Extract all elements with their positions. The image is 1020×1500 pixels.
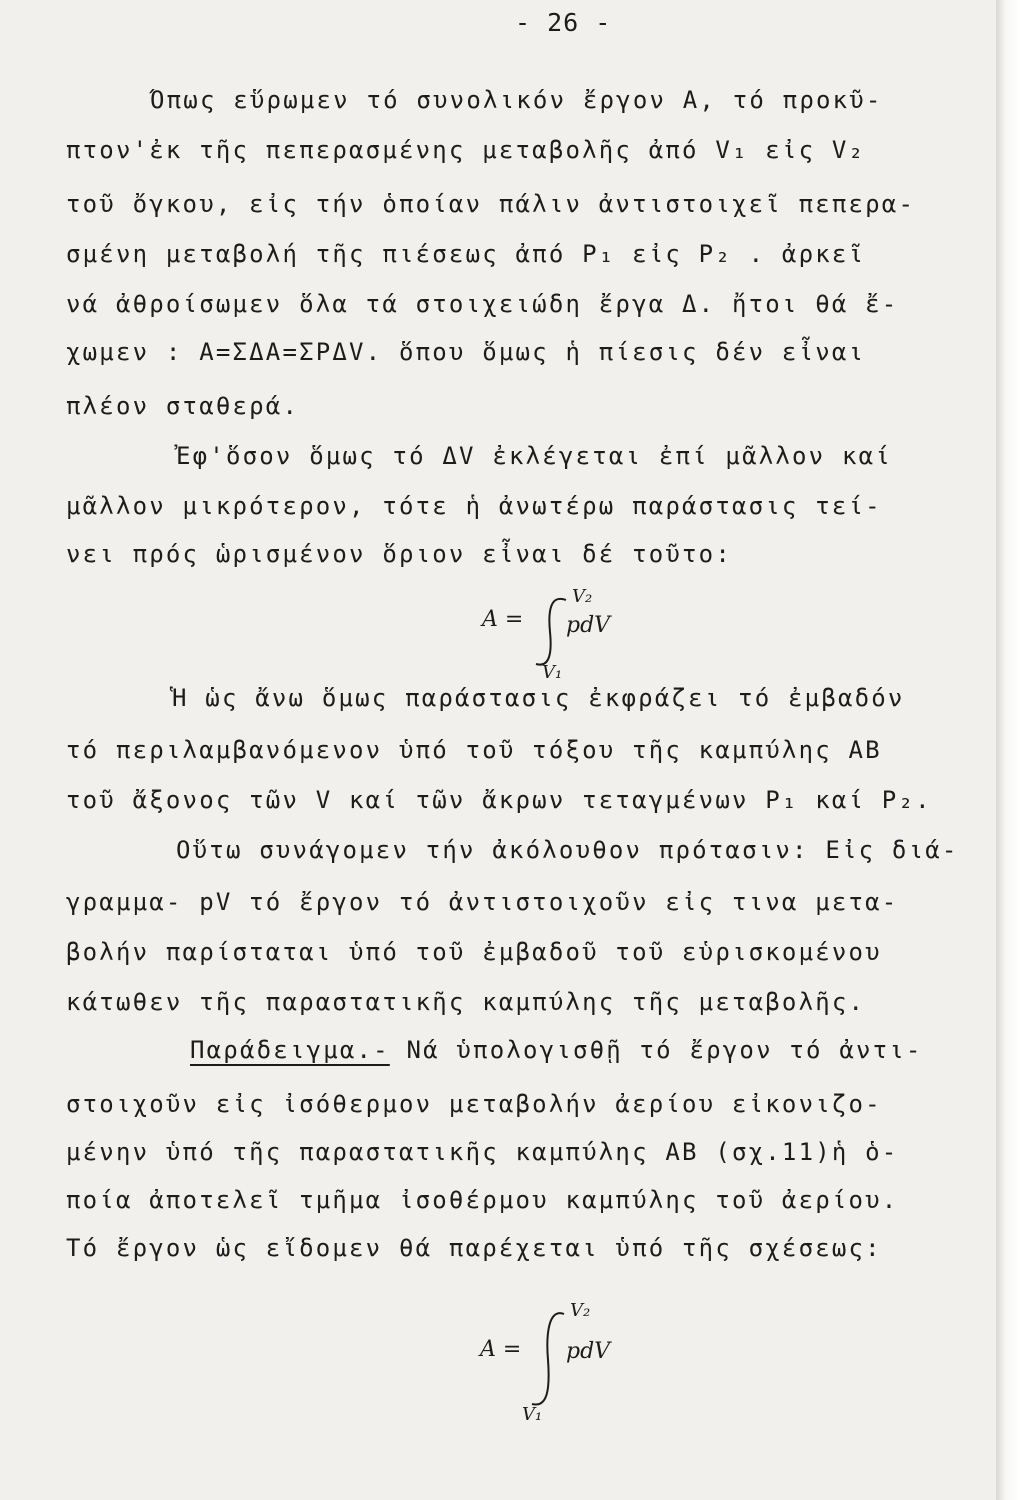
text-line: νει πρός ὡρισμένον ὅριον εἶναι δέ τοῦτο: bbox=[66, 540, 732, 568]
formula-integrand: pdV bbox=[566, 613, 611, 638]
text-line: χωμεν : Α=ΣΔΑ=ΣΡΔV. ὅπου ὅμως ἡ πίεσις δέν εἶναι bbox=[66, 338, 866, 366]
formula-upper-limit: V₂ bbox=[570, 1300, 591, 1321]
formula-lhs: A = bbox=[480, 1337, 522, 1362]
text-line: Οὕτω συνάγομεν τήν ἀκόλουθον πρότασιν: Εἰς διά- bbox=[176, 836, 959, 864]
formula-integrand: pdV bbox=[566, 1339, 611, 1364]
text-line: στοιχοῦν εἰς ἰσόθερμον μεταβολήν ἀερίου εἰκονιζο- bbox=[66, 1090, 882, 1118]
formula-lower-limit: V₁ bbox=[522, 1404, 543, 1425]
example-heading: Παράδειγμα.- bbox=[190, 1036, 390, 1064]
text-line: Όπως εὕρωμεν τό συνολικόν ἔργον Α, τό προκῦ- bbox=[150, 86, 883, 114]
text-line: τοῦ ἄξονος τῶν V καί τῶν ἄκρων τεταγμένων P₁ καί P₂. bbox=[66, 786, 932, 814]
formula-lower-limit: V₁ bbox=[542, 662, 563, 682]
formula-upper-limit: V₂ bbox=[572, 586, 593, 607]
text-line: τό περιλαμβανόμενον ὑπό τοῦ τόξου τῆς καμπύλης ΑΒ bbox=[66, 736, 882, 764]
text-line: Τό ἔργον ὡς εἴδομεν θά παρέχεται ὑπό τῆς σχέσεως: bbox=[66, 1234, 882, 1262]
text-line: Ἐφ'ὅσον ὅμως τό ΔV ἐκλέγεται ἐπί μᾶλλον καί bbox=[176, 442, 892, 470]
text-line: νά ἀθροίσωμεν ὅλα τά στοιχειώδη ἔργα Δ. ἤτοι θά ἔ- bbox=[66, 290, 899, 318]
integral-sign-icon bbox=[536, 599, 566, 665]
page-number: - 26 - bbox=[515, 8, 612, 37]
page-edge bbox=[996, 0, 1020, 1500]
text-line: ποία ἀποτελεῖ τμῆμα ἰσοθέρμου καμπύλης τοῦ ἀερίου. bbox=[66, 1186, 899, 1214]
text-line: πτον'ἐκ τῆς πεπερασμένης μεταβολῆς ἀπό V₁ εἰς V₂ bbox=[66, 136, 866, 164]
text-line: τοῦ ὄγκου, εἰς τήν ὁποίαν πάλιν ἀντιστοιχεῖ πεπερα- bbox=[66, 190, 916, 218]
text-line: γραμμα- pV τό ἔργον τό ἀντιστοιχοῦν εἰς τινα μετα- bbox=[66, 888, 899, 916]
example-first-line bbox=[190, 1036, 923, 1064]
integral-sign-icon bbox=[532, 1313, 564, 1404]
integral-formula bbox=[480, 582, 660, 682]
text-line: βολήν παρίσταται ὑπό τοῦ ἐμβαδοῦ τοῦ εὑρισκομένου bbox=[66, 938, 882, 966]
formula-lhs: A = bbox=[482, 607, 524, 632]
text-line: μένην ὑπό τῆς παραστατικῆς καμπύλης ΑΒ (σχ.11)ἡ ὁ- bbox=[66, 1138, 899, 1166]
text-line: Ἡ ὡς ἄνω ὅμως παράστασις ἐκφράζει τό ἐμβαδόν bbox=[172, 684, 905, 712]
text-line: μᾶλλον μικρότερον, τότε ἡ ἀνωτέρω παράστασις τεί- bbox=[66, 492, 882, 520]
text-line: κάτωθεν τῆς παραστατικῆς καμπύλης τῆς μεταβολῆς. bbox=[66, 988, 866, 1016]
integral-formula bbox=[470, 1296, 650, 1426]
text-line: πλέον σταθερά. bbox=[66, 392, 300, 420]
example-first-line-text: Νά ὑπολογισθῇ τό ἔργον τό ἀντι- bbox=[389, 1036, 923, 1064]
text-line: σμένη μεταβολή τῆς πιέσεως ἀπό P₁ εἰς P₂ . ἀρκεῖ bbox=[66, 240, 866, 268]
